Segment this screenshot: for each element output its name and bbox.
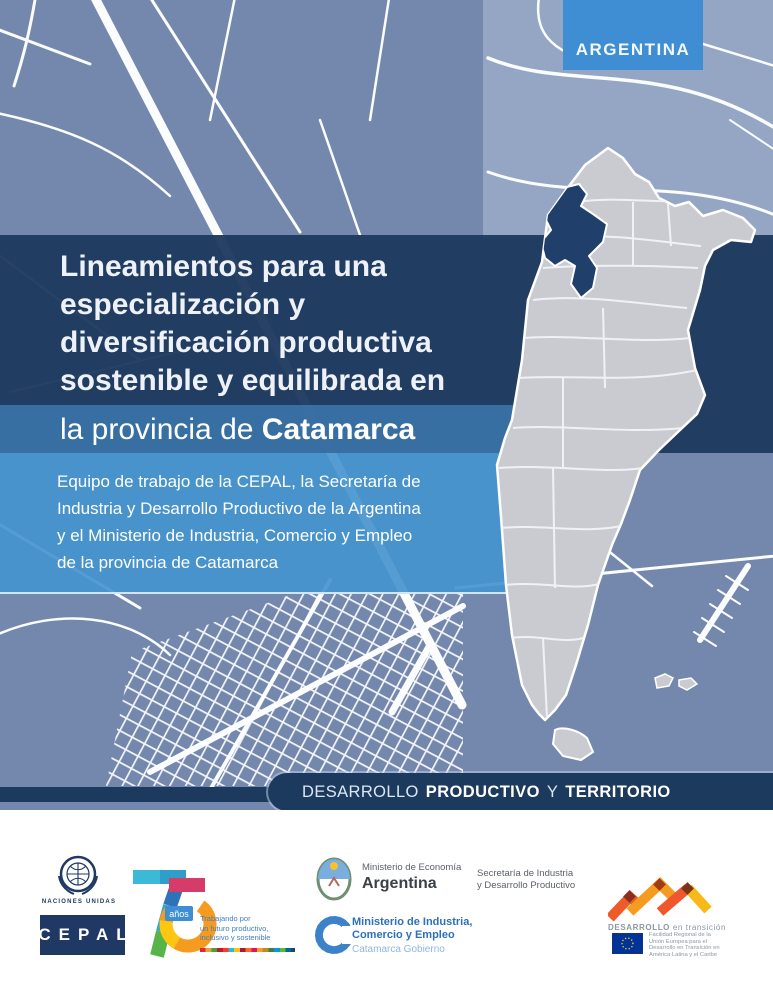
secretaria-text: Secretaría de Industria y Desarrollo Productivo — [477, 868, 576, 891]
team-line: Equipo de trabajo de la CEPAL, la Secretaría de — [57, 472, 421, 491]
series-word: TERRITORIO — [565, 782, 671, 801]
series-word: DESARROLLO — [302, 782, 419, 801]
title-line: Lineamientos para una — [60, 250, 387, 283]
team-line: y el Ministerio de Industria, Comercio y Empleo — [57, 526, 413, 545]
sdg-color-stripe — [200, 948, 295, 952]
dit-zigzag-icon — [608, 872, 718, 922]
country-badge-label: ARGENTINA — [575, 40, 691, 59]
catamarca-gov: Catamarca Gobierno — [352, 944, 445, 955]
catamarca-ministry-text: Ministerio de Industria, Comercio y Empleo Catamarca Gobierno — [352, 916, 473, 955]
argentina-coat-of-arms-icon — [313, 856, 355, 902]
series-word: Y — [546, 782, 559, 801]
economia-logo-text — [362, 862, 461, 893]
series-word: PRODUCTIVO — [425, 782, 540, 801]
country-badge — [563, 0, 703, 70]
title-province-line — [60, 412, 510, 448]
anniversary-75-icon — [133, 862, 298, 962]
economia-ministry: Ministerio de Economía — [362, 862, 462, 873]
team-line: de la provincia de Catamarca — [57, 553, 279, 572]
catamarca-c-icon — [314, 912, 352, 958]
anniversary-badge-text: años — [169, 909, 189, 919]
title-line: diversificación productiva — [60, 326, 432, 359]
title-province-bold: Catamarca — [261, 413, 416, 446]
title-line: especialización y — [60, 288, 306, 321]
cepal-logo-text: CEPAL — [38, 925, 135, 944]
team-credit — [57, 468, 487, 576]
un-caption: NACIONES UNIDAS — [41, 899, 117, 905]
argentina-map — [483, 138, 773, 800]
economia-country: Argentina — [362, 875, 437, 892]
anniversary-tagline: Trabajando por un futuro productivo, inclusivo y sostenible — [200, 914, 271, 942]
cepal-logo — [38, 915, 135, 955]
tierra-del-fuego — [553, 728, 593, 760]
team-line: Industria y Desarrollo Productivo de la Argentina — [57, 499, 421, 518]
country-outline — [497, 148, 755, 720]
title-province-regular: la provincia de — [60, 413, 262, 446]
malvinas-islands — [655, 674, 697, 690]
eu-facility-text: Facilidad Regional de la Unión Europea para el Desarrollo en Transición en América Latina y el Caribe — [649, 932, 720, 958]
series-banner — [268, 773, 773, 811]
dit-brand-text: DESARROLLO en transición — [608, 923, 726, 932]
eu-flag-icon — [612, 933, 643, 954]
un-emblem-icon — [48, 850, 108, 898]
title-line: sostenible y equilibrada en — [60, 364, 446, 397]
page-title — [60, 248, 500, 400]
